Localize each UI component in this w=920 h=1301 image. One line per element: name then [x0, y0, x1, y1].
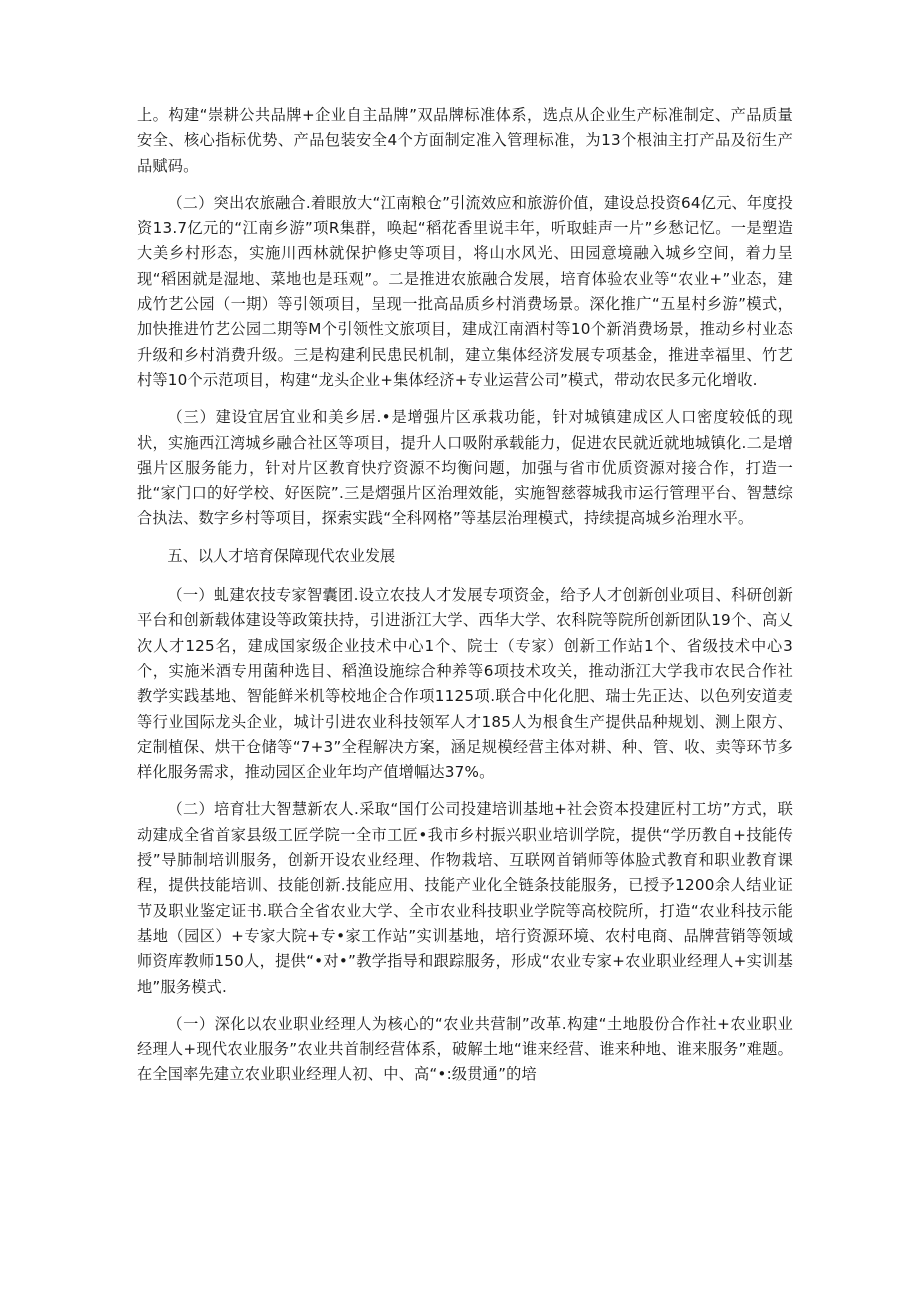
paragraph-5: （二）培育壮大智慧新农人.采取“国仃公司投建培训基地+社会资本投建匠村工坊”方式，联动建成全省首家县级工匠学院一全市工匠•我市乡村振兴职业培训学院，提供“学历教自+技能传授”导肺制培训服务，创新开设农业经理、作物栽培、互联网首销师等体脸式教育和职业教育课程，提供技能培训、技能创新.技能应用、技能产业化全链条技能服务，已授予1200余人结业证节及职业鉴定证书.联合全省农业大学、全市农业科技职业学院等高校院所，打造“农业科技示能基地（园区）+专家大院+专•家工作站”实训基地，培行资源环境、农村电商、品牌营销等领域师资库教师150人，提供“•对•”教学指导和跟踪服务，形成“农业专家+农业职业经理人+实训基地”服务模式. — [137, 800, 793, 996]
paragraph-6: （一）深化以农业职业经理人为核心的“农业共营制”改革.构建“土地股份合作社+农业职业经理人+现代农业服务”农业共首制经营体系，破解土地“谁来经营、谁来种地、谁来服务”难题。在全国率先建立农业职业经理人初、中、高“•:级贯通”的培 — [137, 1014, 793, 1084]
section-heading: 五、以人才培育保障现代农业发展 — [167, 546, 396, 565]
paragraph-1: 上。构建“崇耕公共品牌+企业自主品牌”双品牌标准体系，选点从企业生产标准制定、产品质量安全、核心指标优势、产品包装安全4个方面制定准入管理标准，为13个根油主打产品及衍生产品赋码。 — [137, 106, 793, 175]
paragraph-3: （三）建设宜居宜业和美乡居.•是增强片区承栽功能，针对城镇建成区人口密度较低的现状，实施西江湾城乡融合社区等项目，提升人口吸附承载能力，促进农民就近就地城镇化.二是增强片区服务能力，针对片区教育快疗资源不均衡问题，加强与省市优质资源对接合作，打造一批“家门口的好学校、好医院”.三是熠强片区治理效能，实施智慈蓉城我市运行管理平台、智慧综合执法、数字乡村等项目，探索实践“全科网格”等基层治理模式，持续提高城乡治理水平。 — [137, 408, 793, 528]
paragraph-4: （一）虬建农技专家智囊团.设立农技人才发展专项资金，给予人才创新创业项目、科研创新平台和创新载体建设等政策扶持，引进浙江大学、西华大学、农科院等院所创新团队19个、高乂次人才125名，建成国家级企业技术中心1个、院士（专家）创新工作站1个、省级技术中心3个，实施米酒专用菌种选目、稻渔设施综合种养等6项技术攻关，推动浙江大学我市农民合作社教学实践基地、智能鲜米机等校地企合作项1125项.联合中化化肥、瑞士先正达、以色列安道麦等行业国际龙头企业，城计引进农业科技领军人才185人为根食生产提供品种规划、测上限方、定制植保、烘干仓储等“7+3”全程解决方案，涵足规模经营主体对耕、种、管、收、卖等环节多样化服务需求，推动园区企业年均产值增幅达37%。 — [137, 586, 793, 782]
paragraph-2: （二）突出农旅融合.着眼放大“江南粮仓”引流效应和旅游价值，建设总投资64亿元、年度投资13.7亿元的“江南乡游”项R集群，唤起“稻花香里说丰年，听取蛙声一片”乡愁记忆。一是塑造大美乡村形态，实施川西林就保护修史等项目，将山水风光、田园意境融入城乡空间，着力呈现“稻困就是湿地、菜地也是珏观”。二是推进农旅融合发展，培育体验农业等“农业+”业态，建成竹艺公园（一期）等引领项目，呈现一批高品质乡村消费场景。深化推广“五星村乡游”模式，加快推进竹艺公园二期等M个引领性文旅项目，建成江南酒村等10个新消费场景，推动乡村业态升级和乡村消费升级。三是构建利民患民机制，建立集体经济发展专项基金，推进幸福里、竹艺村等10个示范项目，构建“龙头企业+集体经济+专业运营公司”模式，带动农民多元化增收. — [137, 193, 794, 389]
